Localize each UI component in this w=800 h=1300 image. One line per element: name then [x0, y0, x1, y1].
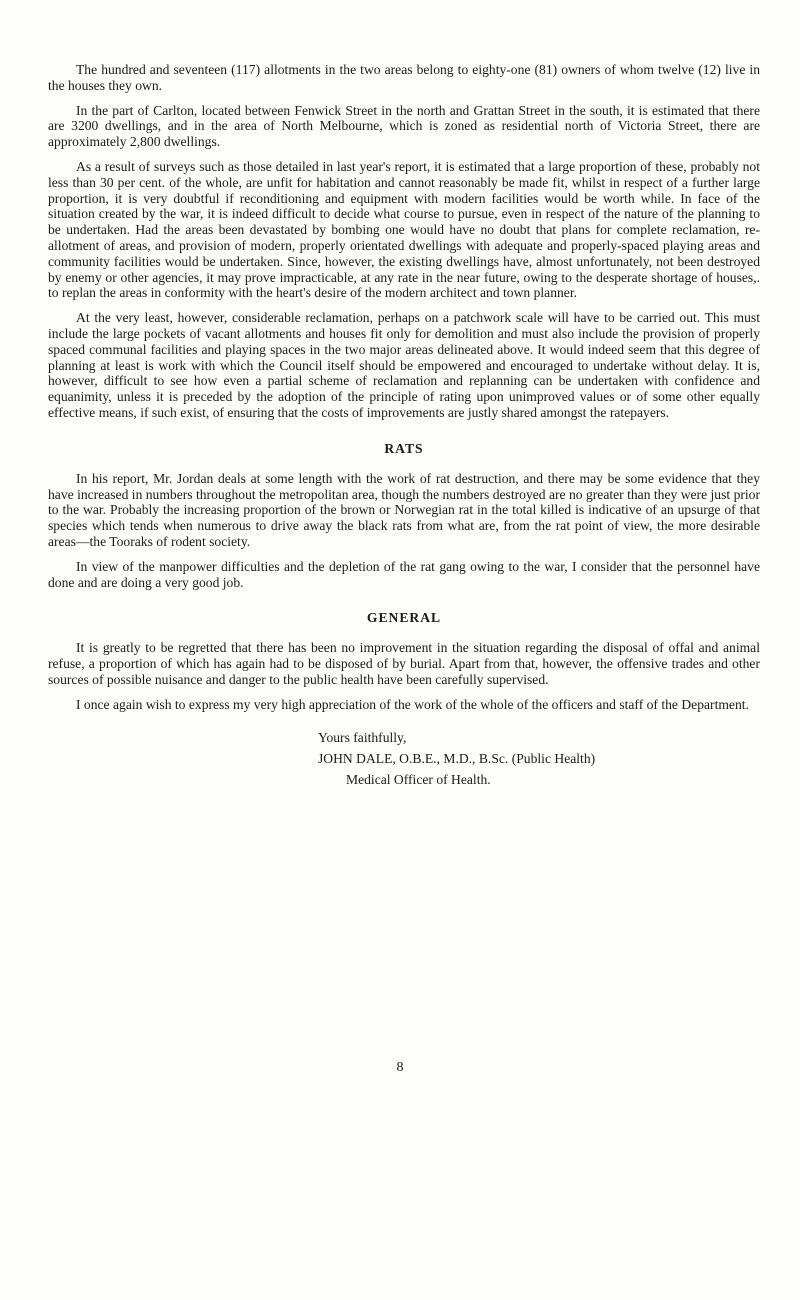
paragraph-allotments: The hundred and seventeen (117) allotments in the two areas belong to eighty-one (81) owners of whom twelve (12) live in the houses they own.	[48, 62, 760, 93]
section-heading-rats: RATS	[384, 440, 424, 456]
section-heading-general: GENERAL	[366, 610, 442, 626]
signature-title: Medical Officer of Health.	[346, 771, 491, 787]
signature-name: JOHN DALE, O.B.E., M.D., B.Sc. (Public Health)	[318, 750, 596, 766]
paragraph-appreciation: I once again wish to express my very high appreciation of the work of the whole of the officers and staff of the Department.	[76, 696, 749, 712]
paragraph-rat-gang: In view of the manpower difficulties and the depletion of the rat gang owing to the war, I consider that the personnel have done and are doing a very good job.	[48, 558, 760, 590]
paragraph-reclamation: At the very least, however, considerable reclamation, perhaps on a patchwork scale will have to be carried out. This must include the large pockets of vacant allotments and houses fit only for demolition and must also include the provision of properly spaced communal facilities and playing spaces in the two major areas delineated above. It would indeed seem that this degree of planning at least is work with which the Council itself should be empowered and encouraged to undertake without delay. It is, however, difficult to see how even a partial scheme of reclamation and replanning can be undertaken with confidence and equanimity, unless it is preceded by the adoption of the principle of rating upon unimproved values or of some other equally effective means, if such exist, of ensuring that the costs of improvements are justly shared amongst the ratepayers.	[48, 310, 760, 420]
paragraph-rat-destruction: In his report, Mr. Jordan deals at some length with the work of rat destruction, and there may be some evidence that they have increased in numbers throughout the metropolitan area, though the numbers destroyed are no greater than they were just prior to the war. Probably the increasing proportion of the brown or Norwegian rat in the total killed is indicative of an upsurge of that species which tends when numerous to drive away the black rats from what are, from the rat point of view, the more desirable areas—the Tooraks of rodent society.	[48, 470, 760, 549]
document-page	[48, 62, 760, 790]
paragraph-offal-disposal: It is greatly to be regretted that there has been no improvement in the situation regarding the disposal of offal and animal refuse, a proportion of which has again had to be disposed of by burial. Apart from that, however, the offensive trades and other sources of possible nuisance and danger to the public health have been carefully supervised.	[48, 640, 760, 687]
signature-block	[318, 727, 760, 790]
paragraph-surveys: As a result of surveys such as those detailed in last year's report, it is estimated that a large proportion of these, probably not less than 30 per cent. of the whole, are unfit for habitation and cannot reasonably be made fit, whilst in respect of a further large proportion, it is very doubtful if reconditioning and equipment with modern facilities would be worth while. In face of the situation created by the war, it is indeed difficult to decide what course to pursue, even in respect of the nature of the planning to be undertaken. Had the areas been devastated by bombing one would have no doubt that plans for complete reclamation, re-allotment of areas, and provision of modern, properly orientated dwellings with adequate and properly-spaced playing areas and community facilities would be undertaken. Since, however, the existing dwellings have, almost unfortunately, not been destroyed by enemy or other agencies, it may prove impracticable, at any rate in the near future, owing to the desperate shortage of houses,. to replan the areas in conformity with the heart's desire of the modern architect and town planner.	[48, 158, 760, 301]
paragraph-dwellings: In the part of Carlton, located between Fenwick Street in the north and Grattan Street in the south, it is estimated that there are 3200 dwellings, and in the area of North Melbourne, which is zoned as residential north of Victoria Street, there are approximately 2,800 dwellings.	[48, 102, 760, 150]
page-number: 8	[396, 1060, 404, 1075]
signature-closing: Yours faithfully,	[318, 729, 407, 745]
